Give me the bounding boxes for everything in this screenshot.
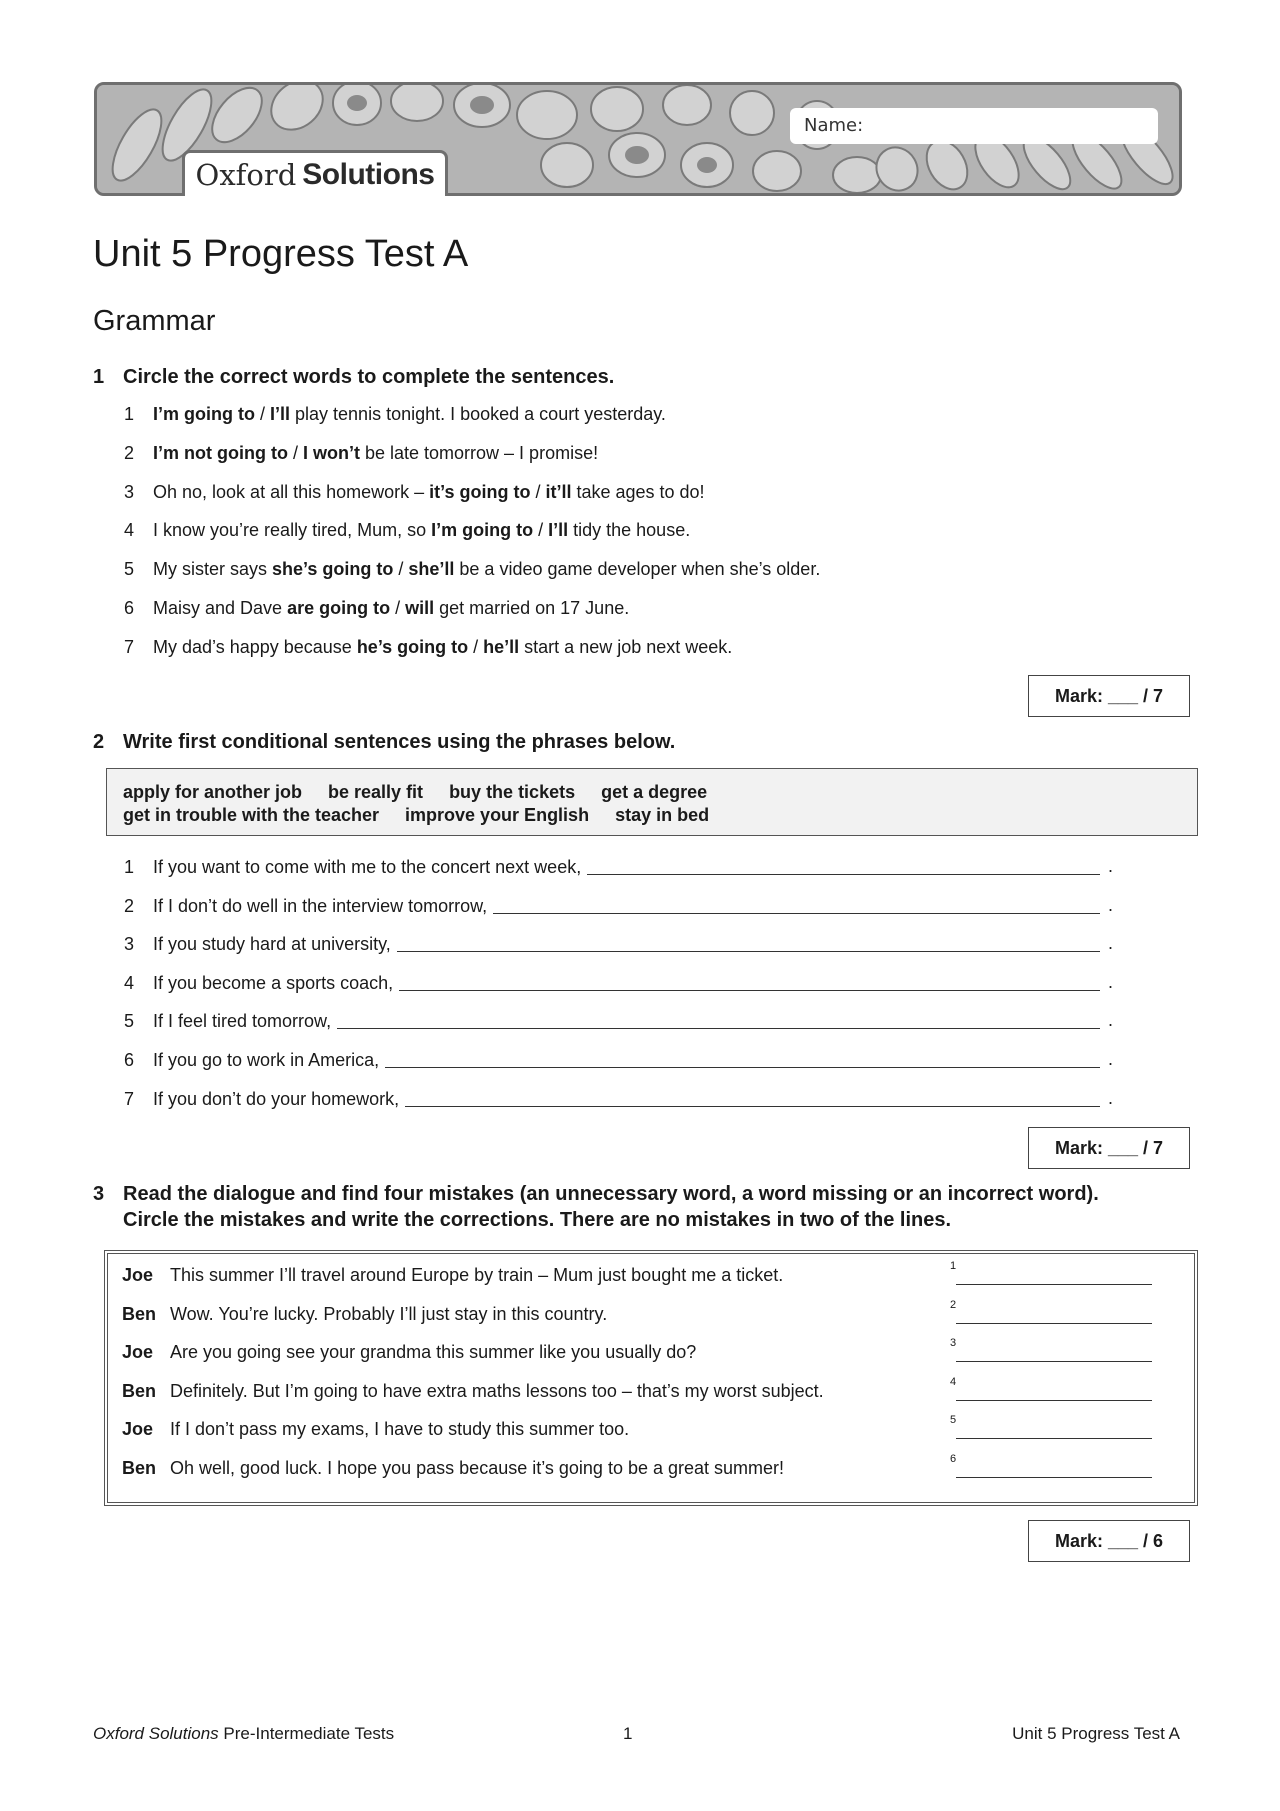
task-1-item [124, 519, 690, 541]
correction-number: 1 [950, 1260, 957, 1272]
choice-option[interactable]: I’ll [548, 520, 569, 541]
speaker-name: Joe [122, 1265, 154, 1285]
task-1-instruction [93, 364, 614, 390]
item-number: 4 [124, 520, 135, 541]
phrase-row-2 [123, 804, 1181, 827]
task-instruction-line-1: Read the dialogue and find four mistakes (an unnecessary word, a word missing or an incorrect word). [123, 1183, 1099, 1205]
task-2-item [124, 1010, 331, 1032]
dialogue-text[interactable]: Oh well, good luck. I hope you pass because it’s going to be a great summer! [170, 1458, 785, 1478]
choice-option[interactable]: I won’t [302, 442, 360, 463]
sentence-period: . [1108, 933, 1114, 954]
correction-number: 3 [950, 1337, 957, 1350]
task-1-mark-box[interactable]: Mark: ___ / 7 [1028, 675, 1190, 717]
sentence-text: / [287, 442, 303, 463]
task-1-item [124, 442, 598, 464]
answer-line[interactable] [587, 874, 1100, 875]
dialogue-line [122, 1304, 607, 1325]
task-2-mark-box[interactable]: Mark: ___ / 7 [1028, 1127, 1190, 1169]
sentence-text: My dad’s happy because [153, 636, 357, 657]
phrase-box [106, 768, 1198, 836]
sentence-start: If you become a sports coach, [153, 972, 394, 993]
footer-subtitle: Pre-Intermediate Tests [218, 1724, 395, 1743]
sentence-period: . [1108, 856, 1114, 876]
sentence-text: play tennis tonight. I booked a court yesterday. [290, 404, 666, 424]
footer-right: Unit 5 Progress Test A [1012, 1724, 1180, 1743]
phrase-item: get a degree [601, 782, 708, 802]
sentence-text: / [530, 481, 546, 502]
task-2-item [124, 895, 487, 917]
choice-option[interactable]: I’ll [270, 404, 291, 424]
footer-brand: Oxford Solutions [93, 1724, 219, 1743]
task-2-instruction [93, 729, 675, 755]
item-number: 1 [124, 404, 135, 424]
speaker-name: Joe [122, 1419, 154, 1440]
sentence-start: If I feel tired tomorrow, [153, 1011, 332, 1032]
sentence-period: . [1108, 1049, 1114, 1069]
correction-line[interactable] [956, 1400, 1152, 1401]
speaker-name: Ben [122, 1458, 157, 1478]
item-number: 4 [124, 972, 135, 993]
task-2-item [124, 1049, 379, 1071]
footer-left [93, 1724, 394, 1744]
item-number: 2 [124, 895, 135, 916]
item-number: 7 [124, 636, 135, 657]
sentence-text: Maisy and Dave [153, 598, 288, 618]
item-number: 3 [124, 934, 135, 955]
sentence-text: start a new job next week. [519, 636, 733, 657]
dialogue-text[interactable]: Wow. You’re lucky. Probably I’ll just stay in this country. [170, 1303, 608, 1324]
sentence-start: If you don’t do your homework, [153, 1088, 400, 1109]
section-title: Grammar [93, 305, 216, 337]
sentence-period: . [1108, 1087, 1114, 1108]
dialogue-line [122, 1381, 824, 1402]
item-number: 6 [124, 1050, 135, 1070]
choice-option[interactable]: I’m going to [431, 520, 534, 541]
item-number: 3 [124, 481, 135, 502]
choice-option[interactable]: she’s going to [272, 559, 394, 580]
sentence-text: be a video game developer when she’s older. [454, 559, 821, 580]
task-1-item [124, 597, 629, 619]
dialogue-line [122, 1265, 783, 1286]
choice-option[interactable]: it’s going to [429, 481, 531, 502]
task-instruction-text: Circle the correct words to complete the sentences. [123, 366, 615, 388]
sentence-text: tidy the house. [568, 520, 691, 541]
speaker-name: Ben [122, 1380, 157, 1401]
correction-line[interactable] [956, 1284, 1152, 1285]
task-1-item [124, 403, 666, 425]
task-2-item [124, 1088, 399, 1110]
sentence-text: My sister says [153, 559, 273, 580]
sentence-start: If you go to work in America, [153, 1050, 380, 1070]
choice-option[interactable]: he’s going to [356, 636, 469, 657]
task-number: 3 [93, 1183, 105, 1205]
answer-line[interactable] [399, 990, 1100, 991]
page-title: Unit 5 Progress Test A [93, 233, 469, 275]
sentence-period: . [1108, 1010, 1114, 1031]
name-field[interactable] [790, 108, 1158, 144]
correction-number: 6 [950, 1453, 957, 1465]
brand-logo [182, 150, 448, 196]
sentence-text: I know you’re really tired, Mum, so [153, 520, 432, 541]
task-3-mark-box[interactable]: Mark: ___ / 6 [1028, 1520, 1190, 1562]
dialogue-text[interactable]: Are you going see your grandma this summer like you usually do? [170, 1342, 697, 1363]
dialogue-text[interactable]: Definitely. But I’m going to have extra maths lessons too – that’s my worst subject. [170, 1380, 824, 1401]
correction-line[interactable] [956, 1361, 1152, 1362]
answer-line[interactable] [397, 951, 1100, 952]
task-number: 1 [93, 366, 105, 388]
item-number: 6 [124, 598, 135, 618]
dialogue-text[interactable]: This summer I’ll travel around Europe by train – Mum just bought me a ticket. [170, 1265, 784, 1285]
task-1-item [124, 481, 705, 503]
speaker-name: Ben [122, 1303, 157, 1324]
item-number: 1 [124, 857, 135, 877]
sentence-text: / [468, 636, 484, 657]
page-number: 1 [623, 1724, 633, 1743]
task-3-instruction-line-2: Circle the mistakes and write the corrections. There are no mistakes in two of the lines. [123, 1209, 952, 1231]
sentence-text: / [254, 404, 270, 424]
choice-option[interactable]: I’m going to [153, 404, 255, 424]
dialogue-text[interactable]: If I don’t pass my exams, I have to study this summer too. [170, 1419, 630, 1440]
item-number: 7 [124, 1088, 135, 1109]
task-2-item [124, 933, 391, 955]
correction-line[interactable] [956, 1323, 1152, 1324]
correction-number: 2 [950, 1298, 957, 1311]
phrase-item: get in trouble with the teacher [123, 805, 380, 825]
sentence-text: take ages to do! [571, 481, 705, 502]
answer-line[interactable] [405, 1106, 1100, 1107]
task-instruction-text: Write first conditional sentences using the phrases below. [123, 731, 676, 753]
choice-option[interactable]: are going to [287, 598, 391, 618]
dialogue-line [122, 1342, 696, 1363]
phrase-item: be really fit [328, 782, 424, 802]
item-number: 5 [124, 559, 135, 580]
sentence-text: / [390, 598, 406, 618]
phrase-row-1 [123, 781, 1181, 804]
brand-second: Solutions [302, 157, 435, 191]
choice-option[interactable]: I’m not going to [153, 442, 288, 463]
sentence-text: be late tomorrow – I promise! [359, 442, 599, 463]
phrase-item: improve your English [405, 805, 590, 825]
sentence-text: get married on 17 June. [434, 598, 630, 618]
sentence-start: If you study hard at university, [153, 934, 391, 955]
correction-line[interactable] [956, 1438, 1152, 1439]
item-number: 2 [124, 442, 135, 463]
task-number: 2 [93, 731, 105, 753]
sentence-period: . [1108, 971, 1114, 992]
choice-option[interactable]: he’ll [483, 636, 520, 657]
dialogue-line [122, 1458, 784, 1479]
brand-first: Oxford [195, 157, 297, 192]
task-2-item [124, 972, 393, 994]
sentence-text: / [393, 559, 409, 580]
task-1-item [124, 558, 820, 580]
speaker-name: Joe [122, 1342, 154, 1363]
answer-line[interactable] [337, 1028, 1100, 1029]
correction-line[interactable] [956, 1477, 1152, 1478]
dialogue-line [122, 1419, 629, 1440]
sentence-period: . [1108, 894, 1114, 915]
sentence-start: If I don’t do well in the interview tomorrow, [153, 895, 488, 916]
correction-number: 4 [950, 1375, 957, 1388]
choice-option[interactable]: will [405, 598, 435, 618]
sentence-text: Oh no, look at all this homework – [153, 481, 430, 502]
answer-line[interactable] [493, 913, 1100, 914]
correction-number: 5 [950, 1414, 957, 1427]
sentence-start: If you want to come with me to the concert next week, [153, 857, 582, 877]
item-number: 5 [124, 1011, 135, 1032]
phrase-item: stay in bed [615, 805, 710, 825]
phrase-item: apply for another job [123, 782, 303, 802]
choice-option[interactable]: it’ll [545, 481, 572, 502]
choice-option[interactable]: she’ll [408, 559, 455, 580]
task-2-item [124, 856, 581, 878]
answer-line[interactable] [385, 1067, 1100, 1068]
phrase-item: buy the tickets [449, 782, 576, 802]
sentence-text: / [533, 520, 549, 541]
name-label: Name: [804, 115, 864, 136]
task-3-instruction [93, 1181, 1099, 1207]
task-1-item [124, 636, 732, 658]
